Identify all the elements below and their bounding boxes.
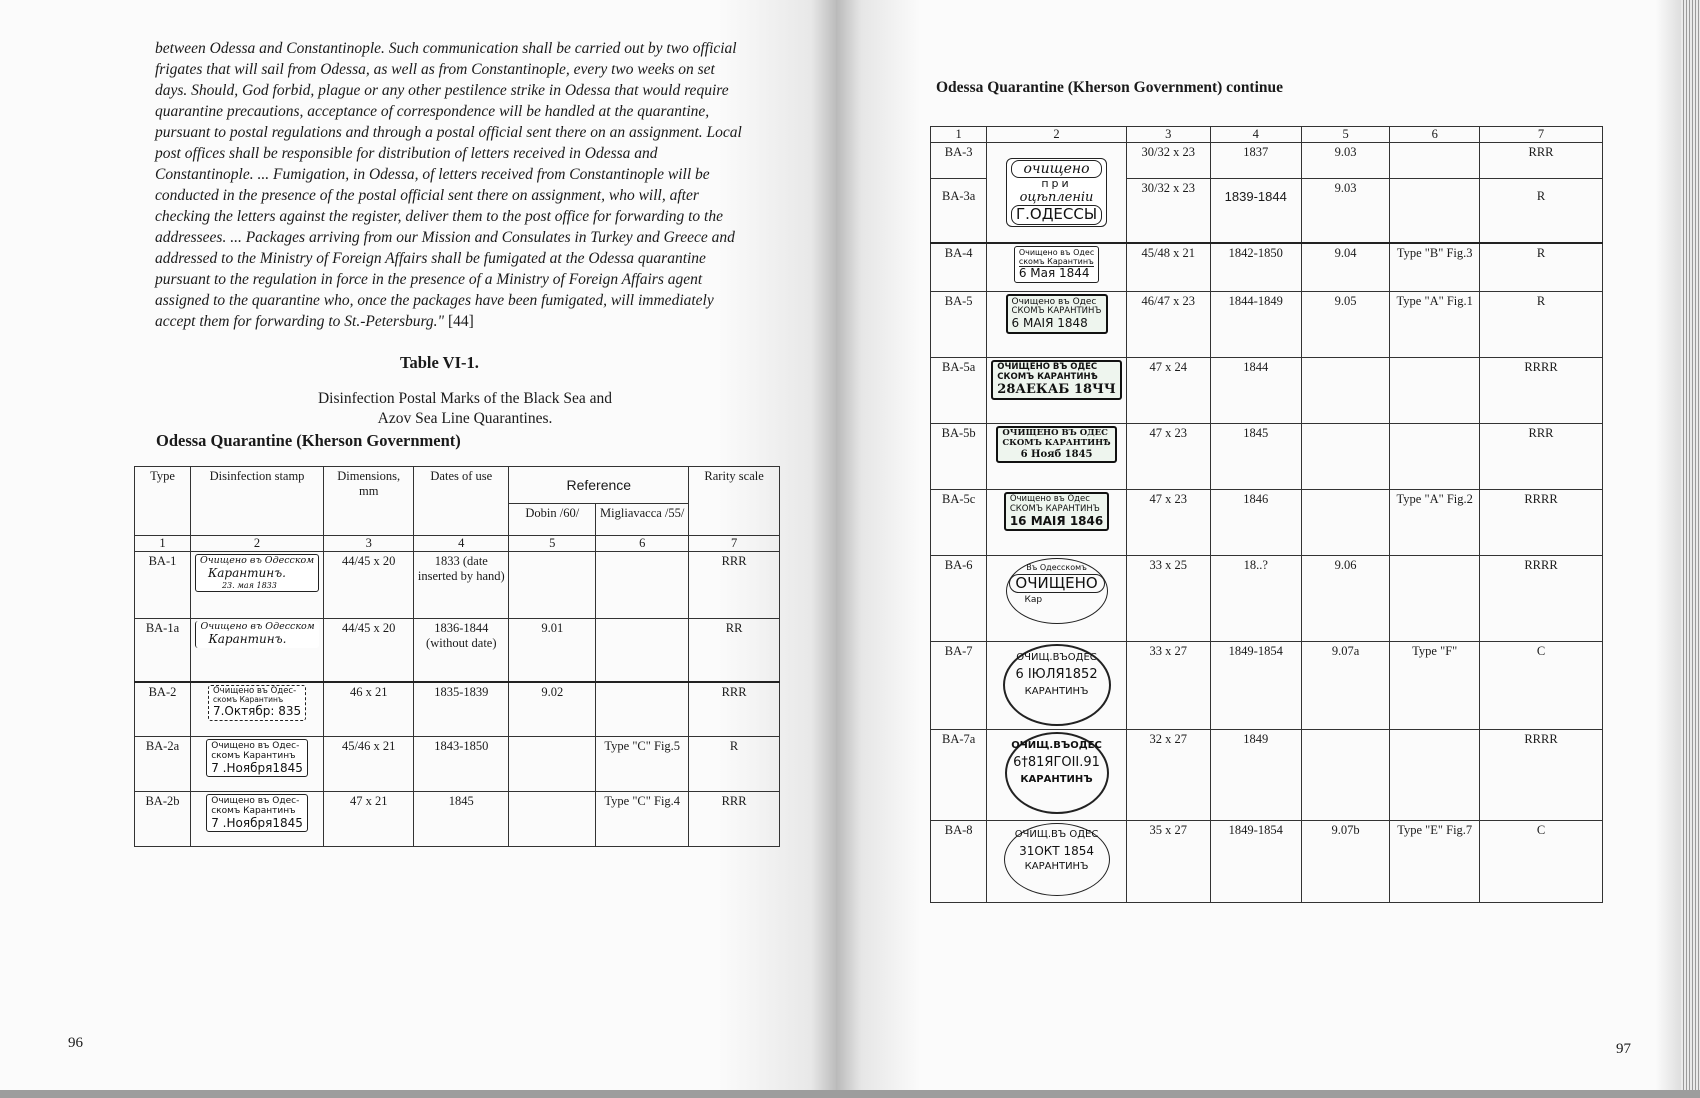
row-dates: 1835-1839 (414, 682, 509, 737)
col-num: 5 (1301, 127, 1390, 143)
page-number-right: 97 (1616, 1041, 1631, 1057)
stamp-line: 6 Нояб 1845 (1020, 448, 1093, 460)
body-line: Constantinople. ... Fumigation, in Odessa, of letters received from Constantinople will be (155, 166, 710, 183)
row-dates: 1849 (1210, 730, 1301, 821)
table-caption (300, 389, 630, 429)
stamp-line: скомъ Карантинъ (1018, 256, 1094, 266)
stamp-cell (987, 642, 1126, 730)
table-row (931, 292, 1603, 358)
row-type: BA-7a (931, 730, 987, 821)
header-dobin: Dobin /60/ (509, 504, 596, 536)
row-type: BA-2a (135, 737, 191, 792)
row-dobin (1301, 358, 1390, 424)
row-dimensions: 46 x 21 (324, 682, 414, 737)
row-dimensions: 44/45 x 20 (324, 552, 414, 619)
row-dimensions: 32 x 27 (1126, 730, 1210, 821)
stamp-line: 28АЕКАБ 18ЧЧ (997, 381, 1116, 397)
stamp-line: 6 МАІЯ 1848 (1011, 316, 1088, 331)
row-dimensions: 47 x 21 (324, 792, 414, 847)
table-row (135, 682, 780, 737)
caption-line: Disinfection Postal Marks of the Black Sea and (317, 390, 612, 407)
stamp-line: СКОМЪ КАРАНТИНѢ (997, 371, 1098, 382)
row-dates: 1844 (1210, 358, 1301, 424)
row-dimensions: 44/45 x 20 (324, 619, 414, 682)
row-dimensions: 33 x 27 (1126, 642, 1210, 730)
row-type: BA-6 (931, 556, 987, 642)
stamp-line: Очищено въ Одес (1018, 247, 1095, 257)
stamp-cell (190, 552, 323, 619)
stamp-line: Въ Одесскомъ (1026, 563, 1087, 572)
body-line: addressees. ... Packages arriving from our Mission and Consulates in Turkey and Greece and (155, 229, 735, 246)
row-dimensions: 30/32 x 23 (1126, 179, 1210, 243)
row-rarity: C (1479, 642, 1602, 730)
right-stamp-table (930, 126, 1603, 903)
column-number-row (931, 127, 1603, 143)
table-row (931, 358, 1603, 424)
row-rarity: R (1479, 292, 1602, 358)
stamp-image (1004, 823, 1110, 896)
stamp-line: скомъ Карантинъ (212, 695, 284, 705)
row-dobin: 9.02 (509, 682, 596, 737)
page-number-left: 96 (68, 1035, 83, 1051)
stamp-line: ОЧИЩ.ВЪОДЕС (1011, 740, 1102, 751)
row-rarity: RRR (689, 792, 780, 847)
row-rarity: R (689, 737, 780, 792)
row-migliavacca (596, 619, 689, 682)
row-type: BA-3a (931, 179, 987, 243)
stamp-image (1006, 558, 1108, 624)
stamp-line: Карантинъ. (207, 565, 286, 580)
stamp-cell (190, 792, 323, 847)
row-type: BA-7 (931, 642, 987, 730)
stamp-line: Очищено въ Одес- (211, 741, 300, 751)
stamp-cell (987, 490, 1126, 556)
row-rarity: RRRR (1479, 358, 1602, 424)
row-dobin: 9.06 (1301, 556, 1390, 642)
row-migliavacca: Type "C" Fig.4 (596, 792, 689, 847)
stamp-line: Очищено въ Одесском (199, 555, 315, 566)
body-line: accept them for forwarding to St.-Petersburg." (155, 313, 445, 330)
stamp-line: СКОМЪ КАРАНТИНѢ (1002, 437, 1111, 448)
header-rarity: Rarity scale (689, 467, 780, 536)
body-line: post offices shall be responsible for distribution of letters received in Odessa and (155, 145, 658, 162)
row-migliavacca (1390, 730, 1480, 821)
body-line: addressed to the Ministry of Foreign Affairs shall be fumigated at the Odessa quarantine (155, 250, 706, 267)
row-type: BA-5b (931, 424, 987, 490)
body-line: days. Should, God forbid, plague or any other pestilence strike in Odessa that would require (155, 82, 729, 99)
row-migliavacca (1390, 424, 1480, 490)
stamp-line: Кар (1024, 595, 1043, 606)
row-rarity: R (1479, 179, 1602, 243)
body-line-last (155, 311, 797, 332)
row-migliavacca: Type "F" (1390, 642, 1480, 730)
row-type: BA-2 (135, 682, 191, 737)
row-dobin (509, 792, 596, 847)
stamp-line: СКОМЪ КАРАНТИНЪ (1009, 503, 1100, 514)
row-migliavacca: Type "B" Fig.3 (1390, 243, 1480, 292)
col-num: 3 (1126, 127, 1210, 143)
table-row (931, 642, 1603, 730)
row-dimensions: 46/47 x 23 (1126, 292, 1210, 358)
row-dimensions: 45/46 x 21 (324, 737, 414, 792)
row-dobin: 9.03 (1301, 143, 1390, 179)
col-num: 2 (190, 536, 323, 552)
stamp-cell (987, 821, 1126, 903)
col-num: 3 (324, 536, 414, 552)
stamp-line: КАРАНТИНЪ (1024, 686, 1089, 698)
stamp-line: ОЧИЩЕНО ВЪ ОДЕС (1002, 428, 1108, 438)
right-heading: Odessa Quarantine (Kherson Government) continue (936, 79, 1284, 96)
stamp-line: 7 .Ноября1845 (211, 815, 303, 830)
body-line: between Odessa and Constantinople. Such communication shall be carried out by two official (155, 40, 737, 57)
header-type: Type (135, 467, 191, 536)
row-rarity: RR (689, 619, 780, 682)
stamp-line: Очищено въ Одес- (212, 685, 297, 696)
row-dobin (1301, 490, 1390, 556)
row-type: BA-4 (931, 243, 987, 292)
stamp-line: 23. мая 1833 (221, 580, 277, 590)
body-line: checking the letters against the register, deliver them to the post office for forwarding to the (155, 208, 723, 225)
row-dobin (509, 737, 596, 792)
row-dobin (1301, 730, 1390, 821)
caption-line: Azov Sea Line Quarantines. (377, 410, 553, 427)
col-num: 1 (135, 536, 191, 552)
row-dates: 1842-1850 (1210, 243, 1301, 292)
page-edge-stack (1681, 0, 1700, 1098)
row-dates: 1849-1854 (1210, 821, 1301, 903)
stamp-line: КАРАНТИНЪ (1020, 774, 1093, 786)
col-num: 2 (987, 127, 1126, 143)
col-num: 1 (931, 127, 987, 143)
row-dobin: 9.07b (1301, 821, 1390, 903)
row-dobin (509, 552, 596, 619)
row-migliavacca (1390, 556, 1480, 642)
col-num: 4 (1210, 127, 1301, 143)
table-row (931, 556, 1603, 642)
stamp-cell (190, 619, 323, 682)
stamp-line: 31ОКТ 1854 (1019, 843, 1094, 858)
row-type: BA-8 (931, 821, 987, 903)
stamp-image (1006, 158, 1107, 227)
stamp-line: ОЧИЩ.ВЪОДЕС (1016, 652, 1097, 663)
stamp-image (996, 426, 1116, 463)
stamp-line: ОЧИЩ.ВЪ ОДЕС (1014, 829, 1099, 840)
stamp-line: СКОМЪ КАРАНТИНЪ (1011, 306, 1102, 317)
stamp-line: 7 .Ноября1845 (211, 760, 303, 775)
row-type: BA-3 (931, 143, 987, 179)
col-num: 5 (509, 536, 596, 552)
table-row (931, 143, 1603, 179)
stamp-cell (987, 556, 1126, 642)
stamp-image (1006, 294, 1108, 334)
header-stamp: Disinfection stamp (190, 467, 323, 536)
row-type: BA-2b (135, 792, 191, 847)
stamp-line: КАРАНТИНЪ (1024, 861, 1089, 873)
row-rarity: RRRR (1479, 730, 1602, 821)
stamp-line: очищено (1011, 160, 1102, 178)
row-dates: 1846 (1210, 490, 1301, 556)
stamp-line: Очищено въ Одес (1009, 494, 1090, 504)
table-row (135, 619, 780, 682)
body-line: frigates that will sail from Odessa, as well as from Constantinople, every two weeks on set (155, 61, 715, 78)
row-dates: 1839-1844 (1210, 179, 1301, 243)
stamp-line: скомъ Карантинъ (211, 751, 296, 762)
stamp-line: скомъ Карантинъ (211, 806, 296, 817)
row-dimensions: 47 x 24 (1126, 358, 1210, 424)
row-dobin: 9.07a (1301, 642, 1390, 730)
row-migliavacca (596, 682, 689, 737)
row-dimensions: 47 x 23 (1126, 424, 1210, 490)
stamp-image (1014, 246, 1099, 283)
stamp-line: оцѣпленіи (1019, 189, 1094, 205)
table-row (931, 243, 1603, 292)
header-migliavacca: Migliavacca /55/ (596, 504, 689, 536)
stamp-line: ОЧИЩЕНО ВЪ ОДЕС (997, 362, 1098, 372)
row-dimensions: 35 x 27 (1126, 821, 1210, 903)
row-dates: 1836-1844 (without date) (414, 619, 509, 682)
row-dates: 1845 (1210, 424, 1301, 490)
table-title: Table VI-1. (400, 353, 479, 372)
table-row (931, 424, 1603, 490)
stamp-image (1005, 732, 1109, 814)
row-rarity: R (1479, 243, 1602, 292)
row-rarity: RRR (1479, 424, 1602, 490)
stamp-line: 16 МАІЯ 1846 (1009, 513, 1104, 528)
stamp-line: Г.ОДЕССЫ (1011, 205, 1102, 224)
row-migliavacca: Type "C" Fig.5 (596, 737, 689, 792)
header-reference: Reference (509, 467, 689, 504)
row-dimensions: 47 x 23 (1126, 490, 1210, 556)
section-heading: Odessa Quarantine (Kherson Government) (156, 431, 461, 450)
row-dates: 1833 (date inserted by hand) (414, 552, 509, 619)
stamp-line: при (1041, 176, 1072, 190)
stamp-line: 6†81ЯГОІI.91 (1013, 754, 1100, 770)
row-rarity: RRRR (1479, 556, 1602, 642)
row-dobin: 9.01 (509, 619, 596, 682)
stamp-image (1004, 492, 1109, 531)
col-num: 7 (1479, 127, 1602, 143)
stamp-cell (987, 143, 1126, 243)
row-type: BA-1 (135, 552, 191, 619)
table-row (135, 737, 780, 792)
row-rarity: RRR (689, 682, 780, 737)
stamp-cell (987, 730, 1126, 821)
col-num: 7 (689, 536, 780, 552)
header-dimensions: Dimensions, mm (324, 467, 414, 536)
body-line: conducted in the presence of the postal official sent there on assignment, who will, after (155, 187, 699, 204)
row-dimensions: 30/32 x 23 (1126, 143, 1210, 179)
body-line: assigned to the quarantine who, once the packages have been fumigated, will immediately (155, 292, 714, 309)
book-bottom-edge (0, 1090, 1700, 1098)
row-dobin: 9.03 (1301, 179, 1390, 243)
stamp-line: 6 Мая 1844 (1019, 266, 1094, 281)
body-line: pursuant to postal regulations and through a postal official sent there on an assignment. Local (155, 124, 742, 141)
stamp-cell (987, 243, 1126, 292)
stamp-cell (987, 358, 1126, 424)
row-dates: 1844-1849 (1210, 292, 1301, 358)
stamp-image (206, 794, 308, 832)
stamp-line: 6 ІЮЛЯ1852 (1015, 666, 1098, 682)
row-migliavacca (1390, 179, 1480, 243)
stamp-image (208, 685, 306, 721)
row-rarity: RRRR (1479, 490, 1602, 556)
row-dates: 18..? (1210, 556, 1301, 642)
table-row (135, 792, 780, 847)
stamp-image (1003, 644, 1111, 726)
stamp-line: Очищено въ Одесском (200, 621, 315, 632)
column-number-row (135, 536, 780, 552)
stamp-image (206, 739, 308, 777)
row-dates: 1845 (414, 792, 509, 847)
row-dobin: 9.05 (1301, 292, 1390, 358)
row-dates: 1837 (1210, 143, 1301, 179)
body-line: quarantine precautions, acceptance of correspondence will be handled at the quarantine, (155, 103, 710, 120)
row-rarity: RRR (1479, 143, 1602, 179)
row-migliavacca (1390, 143, 1480, 179)
col-num: 6 (1390, 127, 1480, 143)
row-dimensions: 33 x 25 (1126, 556, 1210, 642)
row-dimensions: 45/48 x 21 (1126, 243, 1210, 292)
citation: [44] (447, 313, 474, 330)
stamp-image (195, 554, 319, 592)
header-dates: Dates of use (414, 467, 509, 536)
body-paragraph (155, 38, 797, 332)
stamp-line: 7.Октябр: 835 (212, 703, 302, 718)
table-row (135, 552, 780, 619)
stamp-cell (190, 737, 323, 792)
col-num: 6 (596, 536, 689, 552)
stamp-cell (987, 292, 1126, 358)
row-migliavacca: Type "E" Fig.7 (1390, 821, 1480, 903)
table-row (931, 490, 1603, 556)
stamp-line: Очищено въ Одес- (211, 796, 300, 806)
row-dates: 1843-1850 (414, 737, 509, 792)
row-type: BA-5 (931, 292, 987, 358)
table-row (931, 730, 1603, 821)
col-num: 4 (414, 536, 509, 552)
row-migliavacca (596, 552, 689, 619)
row-dates: 1849-1854 (1210, 642, 1301, 730)
stamp-line: Карантинъ. (208, 631, 287, 646)
stamp-image (195, 621, 318, 648)
stamp-cell (987, 424, 1126, 490)
row-rarity: RRR (689, 552, 780, 619)
row-migliavacca: Type "A" Fig.1 (1390, 292, 1480, 358)
row-migliavacca (1390, 358, 1480, 424)
stamp-cell (190, 682, 323, 737)
row-migliavacca: Type "A" Fig.2 (1390, 490, 1480, 556)
stamp-line: ОЧИЩЕНО (1009, 574, 1105, 593)
stamp-line: Очищено въ Одес (1011, 297, 1097, 307)
row-type: BA-5c (931, 490, 987, 556)
row-rarity: C (1479, 821, 1602, 903)
row-type: BA-5a (931, 358, 987, 424)
body-line: pursuant to the regulation in force in the presence of a Ministry of Foreign Affairs agent (155, 271, 703, 288)
row-dobin: 9.04 (1301, 243, 1390, 292)
row-dobin (1301, 424, 1390, 490)
left-stamp-table (134, 466, 780, 847)
row-type: BA-1a (135, 619, 191, 682)
stamp-image (991, 360, 1121, 400)
table-row (931, 821, 1603, 903)
